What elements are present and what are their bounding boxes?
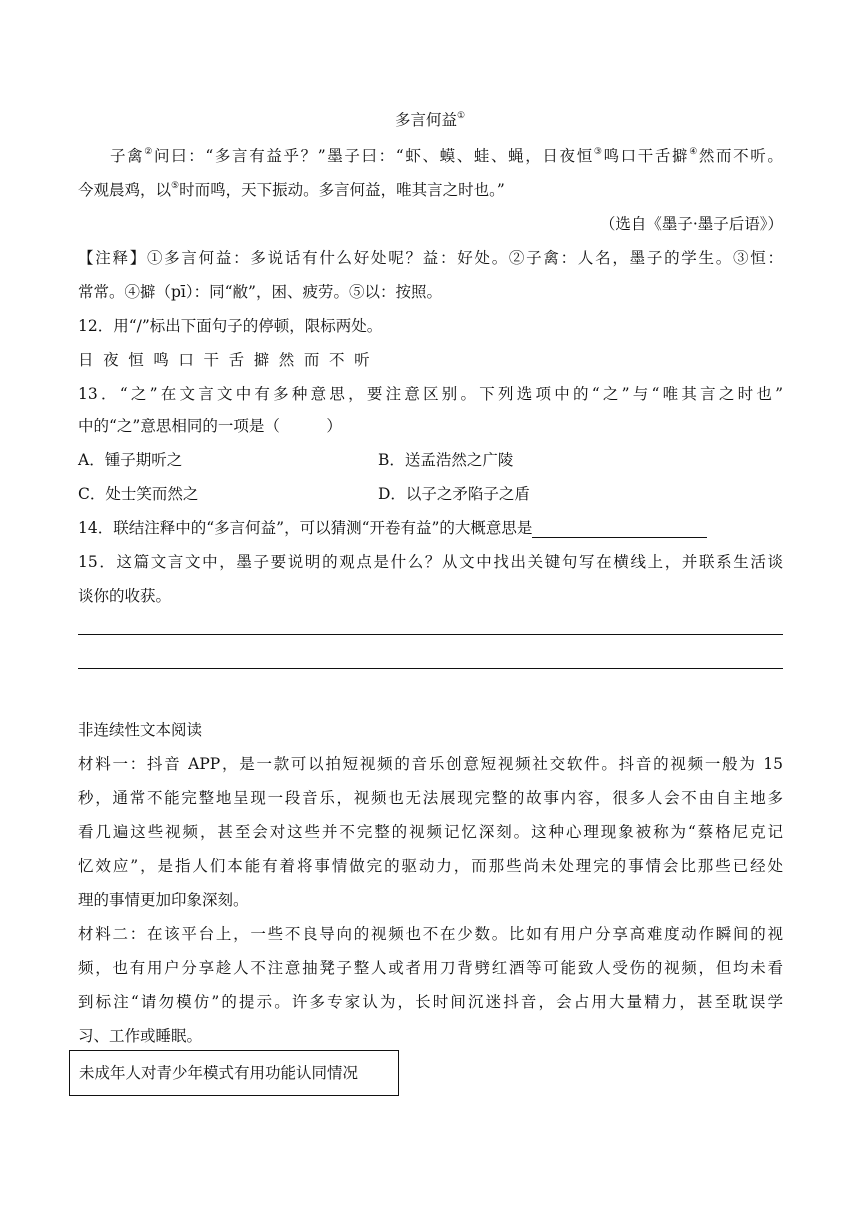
question-13: 13．“之”在文言文中有多种意思，要注意区别。下列选项中的“之”与“唯其言之时也”	[78, 385, 783, 403]
passage-text: 然而不听。	[698, 147, 783, 165]
passage-text: 时而鸣，天下振动。多言何益，唯其言之时也。”	[179, 181, 505, 199]
question-14-text: 14．联结注释中的“多言何益”，可以猜测“开卷有益”的大概意思是	[78, 519, 533, 537]
material-1-line: 材料一：抖音 APP，是一款可以拍短视频的音乐创意短视频社交软件。抖音的视频一般为 15	[78, 755, 783, 773]
footnote-marker: ③	[593, 147, 604, 157]
material-1-line: 看几遍这些视频，甚至会对这些并不完整的视频记忆深刻。这种心理现象被称为“蔡格尼克记	[78, 823, 783, 841]
material-1-line: 秒，通常不能完整地呈现一段音乐，视频也无法展现完整的故事内容，很多人会不由自主地多	[78, 789, 783, 807]
passage-paragraph-line	[78, 180, 783, 200]
section-heading: 非连续性文本阅读	[78, 721, 203, 739]
material-1-line: 忆效应”，是指人们本能有着将事情做完的驱动力，而那些尚未处理完的事情会比那些已经处	[78, 857, 783, 875]
answer-blank[interactable]	[532, 522, 707, 538]
footnote-marker: ⑤	[171, 181, 180, 191]
question-15: 15．这篇文言文中，墨子要说明的观点是什么？从文中找出关键句写在横线上，并联系生活谈	[78, 553, 783, 571]
question-13-continued: 中的“之”意思相同的一项是（ ）	[78, 417, 342, 435]
passage-title	[0, 110, 860, 130]
notes-line: 常常。④擗（pī）：同“敝”，困、疲劳。⑤以：按照。	[78, 283, 442, 301]
material-2-line: 材料二：在该平台上，一些不良导向的视频也不在少数。比如有用户分享高难度动作瞬间的视	[78, 925, 783, 943]
passage-paragraph-line	[110, 146, 783, 166]
passage-title-text: 多言何益	[394, 111, 457, 129]
footnote-marker: ④	[689, 147, 699, 157]
passage-text: 问曰：“多言有益乎？”墨子曰：“虾、蟆、蛙、蝇，日夜恒	[153, 147, 594, 165]
question-15-continued: 谈你的收获。	[78, 587, 172, 605]
question-13-options-row	[78, 450, 783, 470]
notes-line: 【注释】①多言何益：多说话有什么好处呢？益：好处。②子禽：人名，墨子的学生。③恒：	[78, 249, 783, 267]
option-b: B．送孟浩然之广陵	[378, 451, 514, 469]
footnote-marker: ②	[144, 147, 154, 157]
answer-line[interactable]	[78, 668, 783, 669]
passage-text: 子禽	[110, 147, 145, 165]
material-2-line: 到标注“请勿模仿”的提示。许多专家认为，长时间沉迷抖音，会占用大量精力，甚至耽误学	[78, 993, 783, 1011]
answer-line[interactable]	[78, 634, 783, 635]
material-2-line: 频，也有用户分享趁人不注意抽凳子整人或者用刀背劈红酒等可能致人受伤的视频，但均未看	[78, 959, 783, 977]
material-1-line: 理的事情更加印象深刻。	[78, 891, 249, 909]
question-14	[78, 518, 783, 538]
footnote-marker: ①	[456, 111, 466, 121]
question-12: 12．用“/”标出下面句子的停顿，限标两处。	[78, 317, 383, 335]
material-2-line: 习、工作或睡眠。	[78, 1027, 203, 1045]
chart-title-box: 未成年人对青少年模式有用功能认同情况	[69, 1050, 399, 1096]
option-d: D．以子之矛陷子之盾	[378, 485, 530, 503]
question-12-sentence: 日夜恒鸣口干舌擗然而不听	[78, 351, 380, 369]
passage-text: 鸣口干舌擗	[603, 147, 690, 165]
option-a: A．锺子期听之	[78, 451, 183, 469]
option-c: C．处士笑而然之	[78, 485, 199, 503]
question-13-options-row	[78, 484, 783, 504]
passage-source: （选自《墨子·墨子后语》）	[599, 215, 783, 233]
passage-text: 今观晨鸡，以	[78, 181, 172, 199]
